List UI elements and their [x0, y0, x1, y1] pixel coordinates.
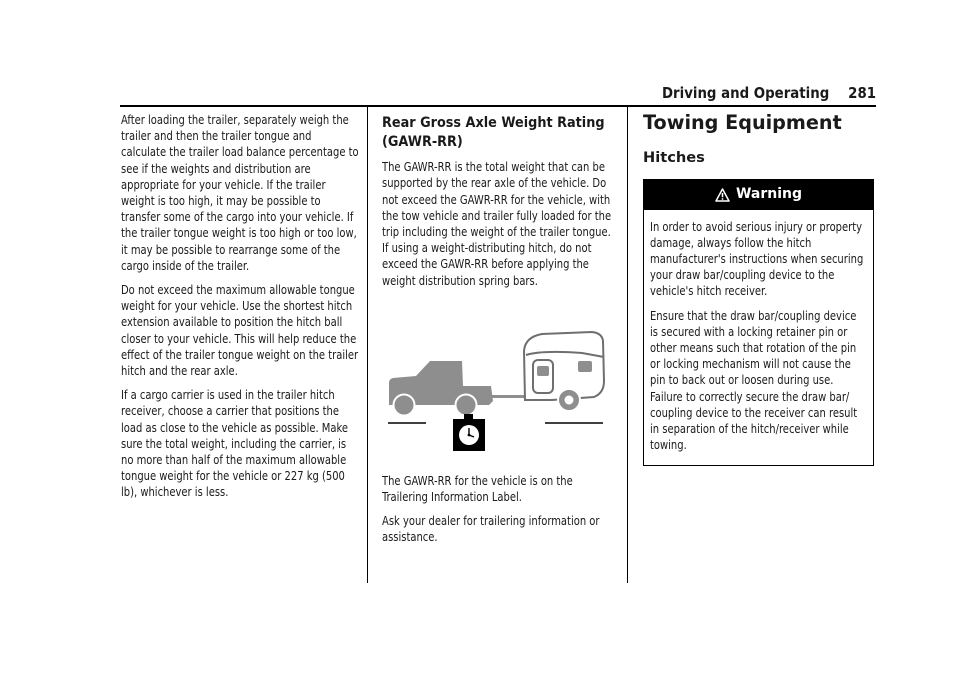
warning-triangle-icon	[715, 188, 730, 202]
subheading-hitches: Hitches	[643, 149, 705, 166]
trailer-door-window	[537, 366, 549, 376]
heading-line-1: Rear Gross Axle Weight Rating	[382, 114, 605, 131]
running-header	[661, 84, 876, 102]
scale-dial-icon	[453, 414, 485, 451]
trailer-door	[533, 360, 553, 393]
warning-title: Warning	[735, 186, 803, 203]
header-rule	[120, 105, 876, 107]
warning-body	[644, 210, 873, 466]
column-1	[121, 112, 359, 509]
paragraph-tongue-weight: Do not exceed the maximum allowable tongue weight for your vehicle. Use the shortest hitch extension available to position the hitch ball closer to your vehicle. This will help reduce the effect of the trailer tongue weight on the trailer hitch and the rear axle.	[121, 282, 359, 379]
warning-paragraph-1: In order to avoid serious injury or property damage, always follow the hitch manufacturer's instructions when securing your draw bar/coupling device to the vehicle's hitch receiver.	[650, 218, 864, 299]
truck-front-wheel	[394, 394, 415, 415]
warning-box	[643, 179, 874, 467]
gawr-illustration	[382, 297, 618, 465]
paragraph-label-location: The GAWR-RR for the vehicle is on the Trailering Information Label.	[382, 472, 573, 505]
paragraph-dealer-assistance: Ask your dealer for trailering information or assistance.	[382, 513, 600, 545]
column-divider-1	[367, 105, 368, 583]
trailer-window	[578, 361, 592, 372]
section-title: Driving and Operating	[661, 84, 830, 102]
column-2	[382, 112, 618, 554]
paragraph-cargo-carrier: If a cargo carrier is used in the trailer hitch receiver, choose a carrier that positions the load as close to the vehicle as possible. Make sure the total weight, including the carrier, is no more than half of the maximum allowable tongue weight for the vehicle or 227 kg (500 lb), whichever is less.	[121, 387, 349, 500]
column-divider-2	[627, 105, 628, 583]
trailer-hub	[565, 395, 574, 404]
warning-paragraph-2: Ensure that the draw bar/coupling device is secured with a locking retainer pin or other means such that rotation of the pin or locking mechanism will not cause the pin to back out or loosen during use. Failure to correctly secure the draw bar/ coupling device to the receiver can result in separation of the hitch/receiver while towing.	[650, 307, 858, 453]
paragraph-gawr-definition: The GAWR-RR is the total weight that can be supported by the rear axle of the vehicle. Do not exceed the GAWR-RR for the vehicle, with the tow vehicle and trailer fully loaded for the trip including the weight of the trailer tongue. If using a weight-distributing hitch, do not exceed the GAWR-RR before applying the weight distribution spring bars.	[382, 159, 612, 288]
warning-header	[644, 180, 873, 210]
section-heading-towing-equipment: Towing Equipment	[643, 111, 842, 134]
truck-rear-wheel	[456, 394, 477, 415]
hitch-drawbar	[491, 395, 525, 398]
column-3	[643, 112, 875, 466]
truck-trailer-scale-diagram	[382, 297, 618, 465]
section-heading-gawr-rr	[382, 114, 618, 151]
paragraph-weigh-trailer: After loading the trailer, separately weigh the trailer and then the trailer tongue and calculate the trailer load balance percentage to see if the weights and distribution are appropriate for your vehicle. If the trailer weight is too high, it may be possible to transfer some of the cargo into your vehicle. If the trailer tongue weight is too high or too low, it may be possible to rearrange some of the cargo inside of the trailer.	[121, 112, 359, 273]
heading-line-2: (GAWR-RR)	[382, 132, 463, 150]
page-number: 281	[848, 84, 876, 102]
